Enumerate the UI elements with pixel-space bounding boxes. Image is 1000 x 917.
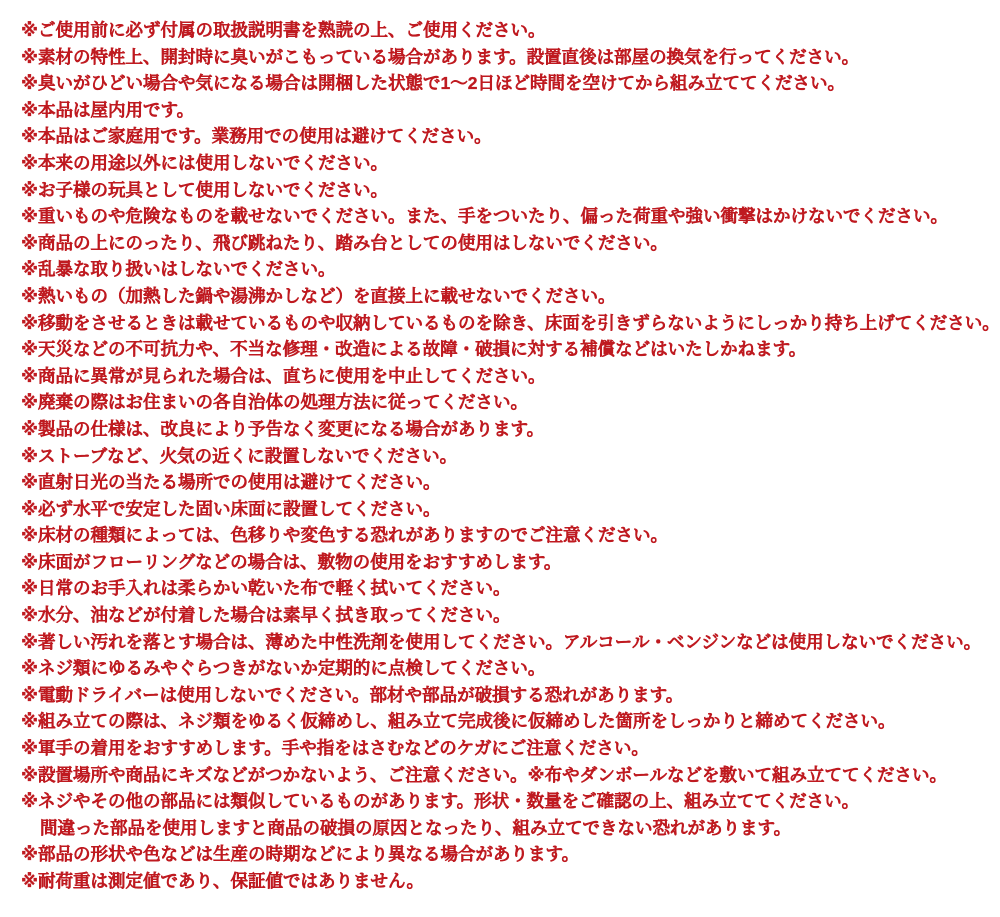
notice-line: ※本来の用途以外には使用しないでください。 [21, 152, 389, 173]
notice-line: ※組み立ての際は、ネジ類をゆるく仮締めし、組み立て完成後に仮締めした箇所をしっかりと締めてください。 [21, 711, 896, 732]
notice-line: ※移動をさせるときは載せているものや収納しているものを除き、床面を引きずらないようにしっかり持ち上げてください。 [21, 312, 1000, 333]
notice-line: ※本品は屋内用です。 [21, 99, 195, 120]
notice-line: ※床面がフローリングなどの場合は、敷物の使用をおすすめします。 [21, 551, 562, 572]
notice-line: ※直射日光の当たる場所での使用は避けてください。 [21, 472, 441, 493]
notice-line: ※必ず水平で安定した固い床面に設置してください。 [21, 498, 441, 519]
notice-line: ※乱暴な取り扱いはしないでください。 [21, 259, 336, 280]
notice-line: ※ご使用前に必ず付属の取扱説明書を熟読の上、ご使用ください。 [21, 20, 546, 40]
notice-line: ※日常のお手入れは柔らかい乾いた布で軽く拭いてください。 [21, 578, 511, 599]
notice-line: ※本品はご家庭用です。業務用での使用は避けてください。 [21, 126, 492, 147]
notice-line: ※水分、油などが付着した場合は素早く拭き取ってください。 [21, 605, 511, 626]
notice-line: ※著しい汚れを落とす場合は、薄めた中性洗剤を使用してください。アルコール・ベンジンなどは使用しないでください。 [21, 631, 982, 652]
notice-line: ※商品の上にのったり、飛び跳ねたり、踏み台としての使用はしないでください。 [21, 232, 668, 253]
notice-line: ※重いものや危険なものを載せないでください。また、手をついたり、偏った荷重や強い衝撃はかけないでください。 [21, 206, 949, 227]
notice-line: ※天災などの不可抗力や、不当な修理・改造による故障・破損に対する補償などはいたしかねます。 [21, 339, 807, 360]
notice-line: ※廃棄の際はお住まいの各自治体の処理方法に従ってください。 [21, 392, 529, 413]
notice-line: ※製品の仕様は、改良により予告なく変更になる場合があります。 [21, 418, 545, 439]
notice-line: ※ネジ類にゆるみやぐらつきがないか定期的に点検してください。 [21, 658, 546, 679]
notice-line: ※ネジやその他の部品には類似しているものがあります。形状・数量をご確認の上、組み立ててください。 [21, 791, 860, 812]
notice-line-continuation: 間違った部品を使用しますと商品の破損の原因となったり、組み立てできない恐れがあります。 [40, 817, 792, 838]
notice-line: ※お子様の玩具として使用しないでください。 [21, 179, 389, 200]
notice-line: ※電動ドライバーは使用しないでください。部材や部品が破損する恐れがあります。 [21, 684, 684, 705]
notice-line: ※ストーブなど、火気の近くに設置しないでください。 [21, 445, 458, 466]
notice-line: ※設置場所や商品にキズなどがつかないよう、ご注意ください。※布やダンボールなどを敷いて組み立ててください。 [21, 764, 947, 785]
notice-line: ※素材の特性上、開封時に臭いがこもっている場合があります。設置直後は部屋の換気を行ってください。 [21, 46, 860, 67]
notice-line: ※商品に異常が見られた場合は、直ちに使用を中止してください。 [21, 365, 546, 386]
notice-line: ※臭いがひどい場合や気になる場合は開梱した状態で1～2日ほど時間を空けてから組み立ててください。 [21, 73, 845, 94]
notice-line: ※熱いもの（加熱した鍋や湯沸かしなど）を直接上に載せないでください。 [21, 285, 616, 306]
notice-line: ※部品の形状や色などは生産の時期などにより異なる場合があります。 [21, 844, 580, 865]
notice-line: ※軍手の着用をおすすめします。手や指をはさむなどのケガにご注意ください。 [21, 738, 649, 759]
notice-line: ※耐荷重は測定値であり、保証値ではありません。 [21, 871, 425, 891]
notice-line: ※床材の種類によっては、色移りや変色する恐れがありますのでご注意ください。 [21, 525, 669, 546]
